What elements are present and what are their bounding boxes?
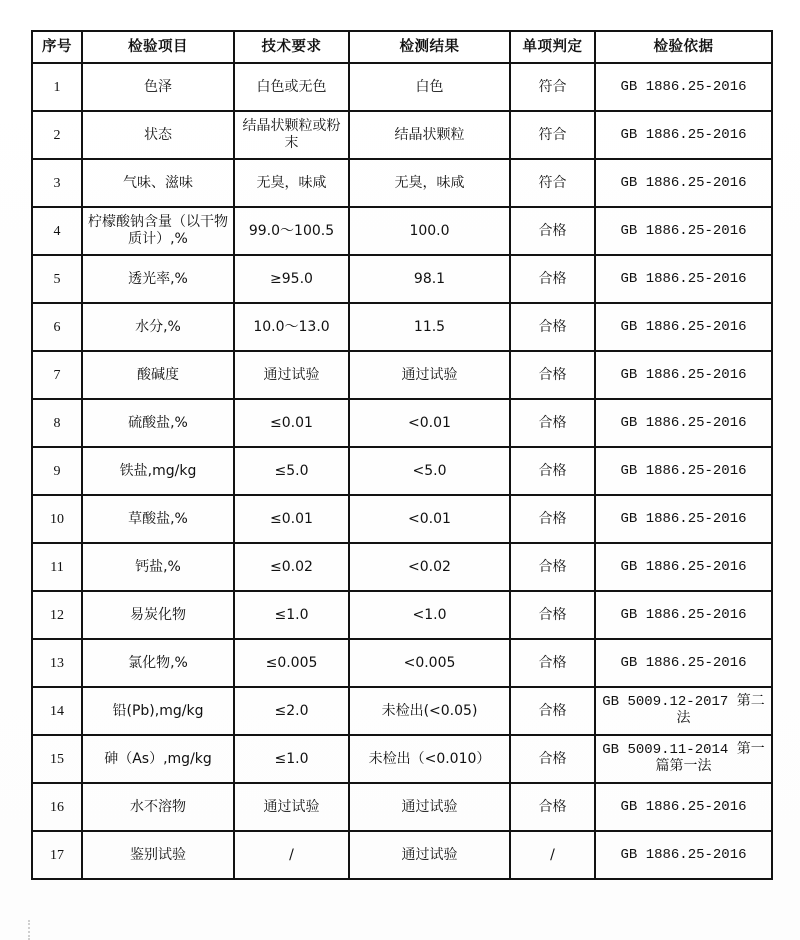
cell-item	[82, 351, 234, 399]
cell-basis-text: GB 1886.25-2016	[620, 318, 747, 335]
cell-item-text: 铅(Pb),mg/kg	[112, 702, 204, 719]
cell-result	[349, 255, 510, 303]
cell-judgement	[510, 63, 595, 111]
cell-item-text: 酸碱度	[137, 366, 179, 383]
cell-judgement	[510, 495, 595, 543]
cell-basis-text: GB 1886.25-2016	[620, 846, 747, 863]
cell-item-text: 水分,%	[135, 318, 181, 335]
cell-result	[349, 351, 510, 399]
cell-seq	[32, 159, 82, 207]
cell-basis	[595, 207, 772, 255]
cell-requirement-text: ≥95.0	[270, 270, 313, 287]
cell-result-text: 未检出（<0.010）	[368, 750, 491, 767]
table-row	[32, 399, 772, 447]
cell-item	[82, 783, 234, 831]
cell-judgement-text: 合格	[538, 558, 567, 575]
table-header	[32, 31, 772, 63]
cell-requirement	[234, 783, 349, 831]
table-row	[32, 303, 772, 351]
cell-basis-text: GB 1886.25-2016	[620, 510, 747, 527]
cell-requirement-text: ≤2.0	[274, 702, 309, 719]
cell-judgement-text: /	[550, 846, 555, 863]
cell-judgement	[510, 207, 595, 255]
cell-basis-text: GB 1886.25-2016	[620, 366, 747, 383]
cell-result-text: 未检出(<0.05)	[381, 702, 478, 719]
cell-item	[82, 255, 234, 303]
cell-result-text: <0.01	[408, 414, 451, 431]
cell-requirement	[234, 591, 349, 639]
cell-result	[349, 591, 510, 639]
table-row	[32, 255, 772, 303]
cell-judgement	[510, 783, 595, 831]
cell-basis	[595, 543, 772, 591]
cell-requirement-text: 白色或无色	[256, 78, 327, 95]
header-result: 检测结果	[349, 31, 510, 63]
cell-seq-text: 9	[53, 463, 61, 479]
cell-judgement	[510, 447, 595, 495]
cell-basis	[595, 255, 772, 303]
cell-basis-text: GB 1886.25-2016	[620, 270, 747, 287]
cell-requirement-text: ≤0.02	[270, 558, 313, 575]
cell-basis	[595, 159, 772, 207]
cell-item-text: 鉴别试验	[130, 846, 186, 863]
cell-result-text: <0.01	[408, 510, 451, 527]
cell-result-text: <0.005	[403, 654, 456, 671]
cell-basis-text: GB 1886.25-2016	[620, 174, 747, 191]
table-row	[32, 735, 772, 783]
cell-basis	[595, 735, 772, 783]
cell-requirement	[234, 207, 349, 255]
cell-result	[349, 447, 510, 495]
cell-item-text: 砷（As）,mg/kg	[104, 750, 212, 767]
cell-judgement-text: 合格	[538, 510, 567, 527]
cell-result	[349, 783, 510, 831]
cell-requirement-text: 10.0～13.0	[253, 318, 330, 335]
cell-requirement	[234, 495, 349, 543]
cell-basis-text: GB 1886.25-2016	[620, 222, 747, 239]
cell-requirement-text: 结晶状颗粒或粉末	[242, 118, 341, 151]
cell-seq-text: 16	[50, 799, 64, 815]
cell-requirement	[234, 63, 349, 111]
cell-requirement	[234, 351, 349, 399]
cell-result-text: <5.0	[412, 462, 447, 479]
cell-seq-text: 8	[53, 415, 61, 431]
cell-item-text: 柠檬酸钠含量（以干物质计）,%	[88, 214, 228, 247]
cell-item-text: 硫酸盐,%	[128, 414, 188, 431]
cell-item	[82, 447, 234, 495]
cell-item	[82, 639, 234, 687]
cell-item-text: 草酸盐,%	[128, 510, 188, 527]
cell-result	[349, 111, 510, 159]
table-body	[32, 63, 772, 879]
cell-basis	[595, 303, 772, 351]
cell-basis-text: GB 1886.25-2016	[620, 654, 747, 671]
cell-item	[82, 495, 234, 543]
cell-seq	[32, 255, 82, 303]
cell-judgement	[510, 735, 595, 783]
cell-requirement-text: ≤0.005	[265, 654, 318, 671]
cell-result	[349, 207, 510, 255]
cell-item-text: 状态	[144, 126, 172, 143]
cell-result	[349, 303, 510, 351]
cell-item-text: 氯化物,%	[128, 654, 188, 671]
table-row	[32, 159, 772, 207]
cell-result	[349, 687, 510, 735]
cell-seq-text: 12	[50, 607, 64, 623]
header-basis: 检验依据	[595, 31, 772, 63]
cell-result-text: 通过试验	[401, 366, 458, 383]
cell-seq	[32, 783, 82, 831]
cell-requirement-text: ≤5.0	[274, 462, 309, 479]
cell-judgement	[510, 255, 595, 303]
cell-basis-text: GB 1886.25-2016	[620, 606, 747, 623]
cell-judgement-text: 合格	[538, 318, 567, 335]
cell-result	[349, 735, 510, 783]
cell-item	[82, 687, 234, 735]
table-row	[32, 447, 772, 495]
cell-seq	[32, 591, 82, 639]
cell-item	[82, 111, 234, 159]
cell-judgement-text: 合格	[538, 414, 567, 431]
cell-item-text: 水不溶物	[130, 798, 186, 815]
cell-seq	[32, 63, 82, 111]
table-row	[32, 687, 772, 735]
cell-judgement	[510, 639, 595, 687]
cell-item	[82, 735, 234, 783]
cell-item	[82, 159, 234, 207]
cell-seq-text: 2	[53, 127, 61, 143]
cell-requirement-text: 无臭，味咸	[256, 174, 327, 191]
cell-item	[82, 591, 234, 639]
cell-result	[349, 639, 510, 687]
cell-basis	[595, 495, 772, 543]
cell-judgement-text: 合格	[538, 654, 567, 671]
cell-result	[349, 159, 510, 207]
cell-requirement	[234, 159, 349, 207]
cell-result-text: 98.1	[413, 270, 446, 287]
table-row	[32, 783, 772, 831]
cell-seq	[32, 735, 82, 783]
cell-basis	[595, 111, 772, 159]
table-row	[32, 207, 772, 255]
cell-seq	[32, 111, 82, 159]
cell-requirement-text: ≤0.01	[270, 510, 313, 527]
table-row	[32, 495, 772, 543]
cell-judgement-text: 合格	[538, 606, 567, 623]
cell-requirement	[234, 831, 349, 879]
cell-item-text: 易炭化物	[130, 606, 186, 623]
cell-judgement-text: 合格	[538, 798, 567, 815]
cell-seq-text: 11	[50, 559, 64, 575]
cell-result-text: 100.0	[409, 222, 450, 239]
header-requirement: 技术要求	[234, 31, 349, 63]
cell-requirement	[234, 735, 349, 783]
cell-result	[349, 399, 510, 447]
cell-seq	[32, 543, 82, 591]
cell-judgement	[510, 159, 595, 207]
cell-seq	[32, 831, 82, 879]
header-row	[32, 31, 772, 63]
cell-judgement-text: 合格	[538, 750, 567, 767]
cell-requirement	[234, 639, 349, 687]
cell-basis	[595, 639, 772, 687]
cell-result	[349, 63, 510, 111]
header-seq: 序号	[32, 31, 82, 63]
header-judgement: 单项判定	[510, 31, 595, 63]
cell-basis-text: GB 1886.25-2016	[620, 798, 747, 815]
cell-requirement	[234, 399, 349, 447]
cell-seq-text: 4	[53, 223, 61, 239]
cell-requirement-text: /	[289, 846, 294, 863]
cell-judgement-text: 合格	[538, 366, 567, 383]
cell-seq	[32, 495, 82, 543]
cell-seq-text: 5	[53, 271, 61, 287]
cell-result-text: 白色	[415, 78, 444, 95]
cell-seq-text: 6	[53, 319, 61, 335]
cell-basis	[595, 783, 772, 831]
cell-result-text: 结晶状颗粒	[394, 126, 465, 143]
cell-judgement-text: 符合	[538, 78, 567, 95]
cell-basis	[595, 591, 772, 639]
cell-seq	[32, 399, 82, 447]
cell-requirement	[234, 255, 349, 303]
cell-judgement	[510, 351, 595, 399]
cell-requirement-text: 通过试验	[263, 366, 320, 383]
cell-judgement-text: 合格	[538, 222, 567, 239]
cell-basis-text: GB 5009.12-2017 第二法	[602, 694, 765, 727]
cell-basis	[595, 831, 772, 879]
cell-item-text: 铁盐,mg/kg	[119, 462, 197, 479]
cell-basis-text: GB 1886.25-2016	[620, 126, 747, 143]
cell-item	[82, 303, 234, 351]
cell-seq-text: 7	[53, 367, 61, 383]
cell-basis-text: GB 1886.25-2016	[620, 462, 747, 479]
cell-item-text: 气味、滋味	[123, 174, 193, 191]
cell-basis	[595, 687, 772, 735]
cell-judgement	[510, 111, 595, 159]
cell-result	[349, 495, 510, 543]
cell-basis	[595, 447, 772, 495]
cell-basis-text: GB 1886.25-2016	[620, 414, 747, 431]
cell-requirement	[234, 543, 349, 591]
cell-seq-text: 15	[50, 751, 64, 767]
cell-judgement	[510, 591, 595, 639]
cell-requirement	[234, 447, 349, 495]
cell-judgement	[510, 303, 595, 351]
cell-seq-text: 14	[50, 703, 64, 719]
table-row	[32, 63, 772, 111]
table-row	[32, 543, 772, 591]
cell-item-text: 透光率,%	[128, 270, 188, 287]
cell-requirement-text: ≤0.01	[270, 414, 313, 431]
scan-edge-mark	[28, 920, 32, 940]
cell-seq-text: 3	[53, 175, 61, 191]
table-row	[32, 831, 772, 879]
cell-item	[82, 63, 234, 111]
cell-result	[349, 543, 510, 591]
cell-requirement-text: ≤1.0	[274, 750, 309, 767]
cell-result-text: <0.02	[408, 558, 451, 575]
cell-seq	[32, 207, 82, 255]
cell-judgement-text: 符合	[538, 174, 567, 191]
cell-judgement-text: 合格	[538, 702, 567, 719]
cell-basis-text: GB 5009.11-2014 第一篇第一法	[602, 742, 765, 775]
cell-judgement-text: 符合	[538, 126, 567, 143]
cell-basis	[595, 63, 772, 111]
cell-seq-text: 1	[53, 79, 61, 95]
cell-seq	[32, 303, 82, 351]
cell-seq-text: 10	[50, 511, 64, 527]
cell-seq	[32, 447, 82, 495]
header-item: 检验项目	[82, 31, 234, 63]
cell-judgement	[510, 399, 595, 447]
cell-seq	[32, 687, 82, 735]
cell-judgement	[510, 543, 595, 591]
cell-result-text: <1.0	[412, 606, 447, 623]
cell-basis-text: GB 1886.25-2016	[620, 78, 747, 95]
cell-requirement-text: 通过试验	[263, 798, 320, 815]
cell-requirement	[234, 687, 349, 735]
table-row	[32, 351, 772, 399]
cell-judgement	[510, 831, 595, 879]
cell-item	[82, 207, 234, 255]
cell-result-text: 通过试验	[401, 846, 458, 863]
cell-judgement-text: 合格	[538, 462, 567, 479]
table-row	[32, 111, 772, 159]
cell-judgement-text: 合格	[538, 270, 567, 287]
cell-seq-text: 17	[50, 847, 64, 863]
cell-seq-text: 13	[50, 655, 64, 671]
cell-requirement	[234, 303, 349, 351]
cell-seq	[32, 351, 82, 399]
cell-result	[349, 831, 510, 879]
inspection-results-table	[31, 30, 773, 880]
cell-requirement	[234, 111, 349, 159]
cell-requirement-text: 99.0～100.5	[248, 222, 335, 239]
cell-judgement	[510, 687, 595, 735]
table-row	[32, 591, 772, 639]
cell-item-text: 色泽	[144, 78, 172, 95]
cell-item	[82, 543, 234, 591]
cell-basis-text: GB 1886.25-2016	[620, 558, 747, 575]
cell-seq	[32, 639, 82, 687]
cell-result-text: 无臭，味咸	[394, 174, 465, 191]
cell-item	[82, 831, 234, 879]
cell-item-text: 钙盐,%	[135, 558, 181, 575]
cell-result-text: 通过试验	[401, 798, 458, 815]
cell-basis	[595, 399, 772, 447]
table-row	[32, 639, 772, 687]
cell-result-text: 11.5	[413, 318, 446, 335]
cell-item	[82, 399, 234, 447]
cell-requirement-text: ≤1.0	[274, 606, 309, 623]
cell-basis	[595, 351, 772, 399]
